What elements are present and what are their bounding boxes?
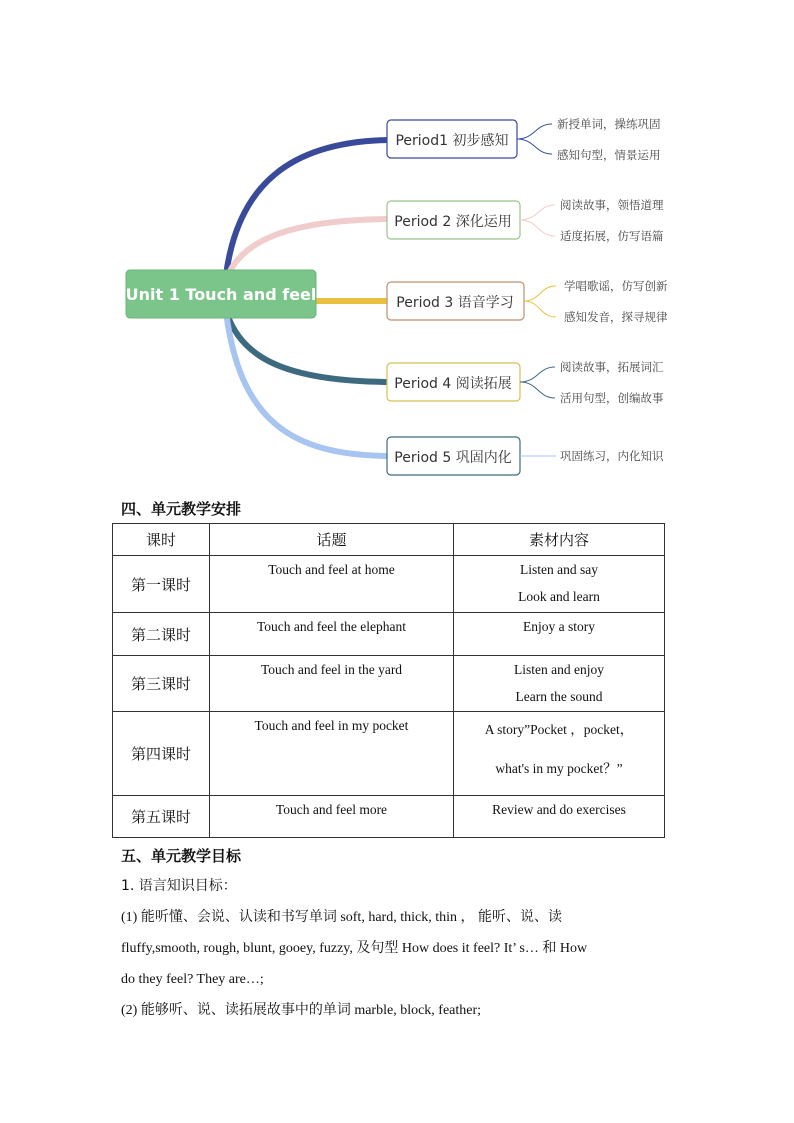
section4-title: 四、单元教学安排 bbox=[121, 500, 242, 518]
table-row bbox=[113, 712, 665, 796]
topic-text: Touch and feel at home bbox=[268, 562, 395, 577]
sub-connector-4 bbox=[520, 367, 555, 398]
period-cell: 第二课时 bbox=[113, 613, 210, 656]
period-node-3 bbox=[387, 282, 524, 320]
sub-topic-4a: 阅读故事，拓展词汇 bbox=[560, 360, 664, 374]
section5-title: 五、单元教学目标 bbox=[121, 847, 242, 865]
sub-connector-3 bbox=[524, 286, 556, 317]
material-line: Listen and enjoy bbox=[514, 662, 604, 677]
sub-topic-3a: 学唱歌谣，仿写创新 bbox=[564, 279, 668, 293]
sub-topic-3b: 感知发音，探寻规律 bbox=[564, 310, 668, 324]
topic-cell bbox=[210, 613, 454, 656]
sub-topic-2b: 适度拓展，仿写语篇 bbox=[560, 229, 664, 243]
paragraph-line: do they feel? They are…; bbox=[121, 972, 264, 987]
topic-cell bbox=[210, 556, 454, 613]
period-node-1 bbox=[387, 120, 517, 158]
topic-cell bbox=[210, 712, 454, 796]
topic-cell bbox=[210, 796, 454, 838]
header-material: 素材内容 bbox=[454, 524, 665, 556]
objective-item-1: 1. 语言知识目标： bbox=[121, 878, 237, 894]
period-cell: 第四课时 bbox=[113, 712, 210, 796]
period-node-2 bbox=[387, 201, 520, 239]
objective-paragraph-2 bbox=[121, 995, 676, 1026]
table-header-row bbox=[113, 524, 665, 556]
header-topic: 话题 bbox=[210, 524, 454, 556]
material-cell bbox=[454, 712, 665, 796]
material-line: Learn the sound bbox=[515, 689, 603, 704]
branch-period4 bbox=[226, 310, 388, 382]
objective-paragraph-1 bbox=[121, 902, 676, 995]
period-node-4 bbox=[387, 363, 520, 401]
sub-topic-5a: 巩固练习，内化知识 bbox=[560, 449, 664, 463]
unit-mind-map bbox=[0, 0, 794, 490]
paragraph-line: (2) 能够听、说、读拓展故事中的单词 marble, block, feather; bbox=[121, 1003, 482, 1018]
sub-topic-1a: 新授单词，操练巩固 bbox=[557, 117, 661, 131]
topic-text: Touch and feel in the yard bbox=[260, 662, 403, 677]
sub-topic-2a: 阅读故事，领悟道理 bbox=[560, 198, 664, 212]
period-label-5: Period 5 巩固内化 bbox=[394, 450, 512, 466]
sub-connector-2 bbox=[520, 205, 555, 236]
material-cell bbox=[454, 796, 665, 838]
period-node-5 bbox=[387, 437, 520, 475]
sub-topic-4b: 活用句型，创编故事 bbox=[560, 391, 664, 405]
table-row bbox=[113, 656, 665, 712]
material-line: Look and learn bbox=[518, 589, 600, 604]
teaching-plan-table bbox=[112, 523, 665, 838]
material-cell bbox=[454, 556, 665, 613]
root-label: Unit 1 Touch and feel bbox=[125, 285, 317, 304]
topic-cell bbox=[210, 656, 454, 712]
topic-text: Touch and feel the elephant bbox=[257, 619, 406, 634]
material-line: A story”Pocket ，pocket， bbox=[484, 722, 634, 737]
period-label-2: Period 2 深化运用 bbox=[394, 214, 512, 230]
material-cell bbox=[454, 656, 665, 712]
period-label-4: Period 4 阅读拓展 bbox=[394, 376, 512, 392]
period-cell: 第五课时 bbox=[113, 796, 210, 838]
period-cell: 第一课时 bbox=[113, 556, 210, 613]
paragraph-line: fluffy,smooth, rough, blunt, gooey, fuzzy, 及句型 How does it feel? It’ s… 和 How bbox=[121, 941, 588, 956]
material-line: Listen and say bbox=[520, 562, 598, 577]
material-line: Enjoy a story bbox=[523, 619, 595, 634]
paragraph-line: (1) 能听懂、会说、认读和书写单词 soft, hard, thick, thin ， 能听、说、读 bbox=[121, 910, 562, 925]
topic-text: Touch and feel in my pocket bbox=[254, 718, 409, 733]
material-cell bbox=[454, 613, 665, 656]
table-row bbox=[113, 613, 665, 656]
sub-topic-1b: 感知句型，情景运用 bbox=[557, 148, 661, 162]
header-period: 课时 bbox=[113, 524, 210, 556]
period-label-1: Period1 初步感知 bbox=[395, 133, 509, 149]
branch-period1 bbox=[226, 140, 388, 275]
material-line: what's in my pocket？” bbox=[495, 761, 623, 776]
period-cell: 第三课时 bbox=[113, 656, 210, 712]
period-label-3: Period 3 语音学习 bbox=[396, 295, 514, 311]
table-row bbox=[113, 556, 665, 613]
topic-text: Touch and feel more bbox=[275, 802, 388, 817]
table-row bbox=[113, 796, 665, 838]
sub-connector-1 bbox=[517, 124, 552, 154]
objective-heading-language bbox=[121, 871, 676, 902]
material-line: Review and do exercises bbox=[492, 802, 626, 817]
